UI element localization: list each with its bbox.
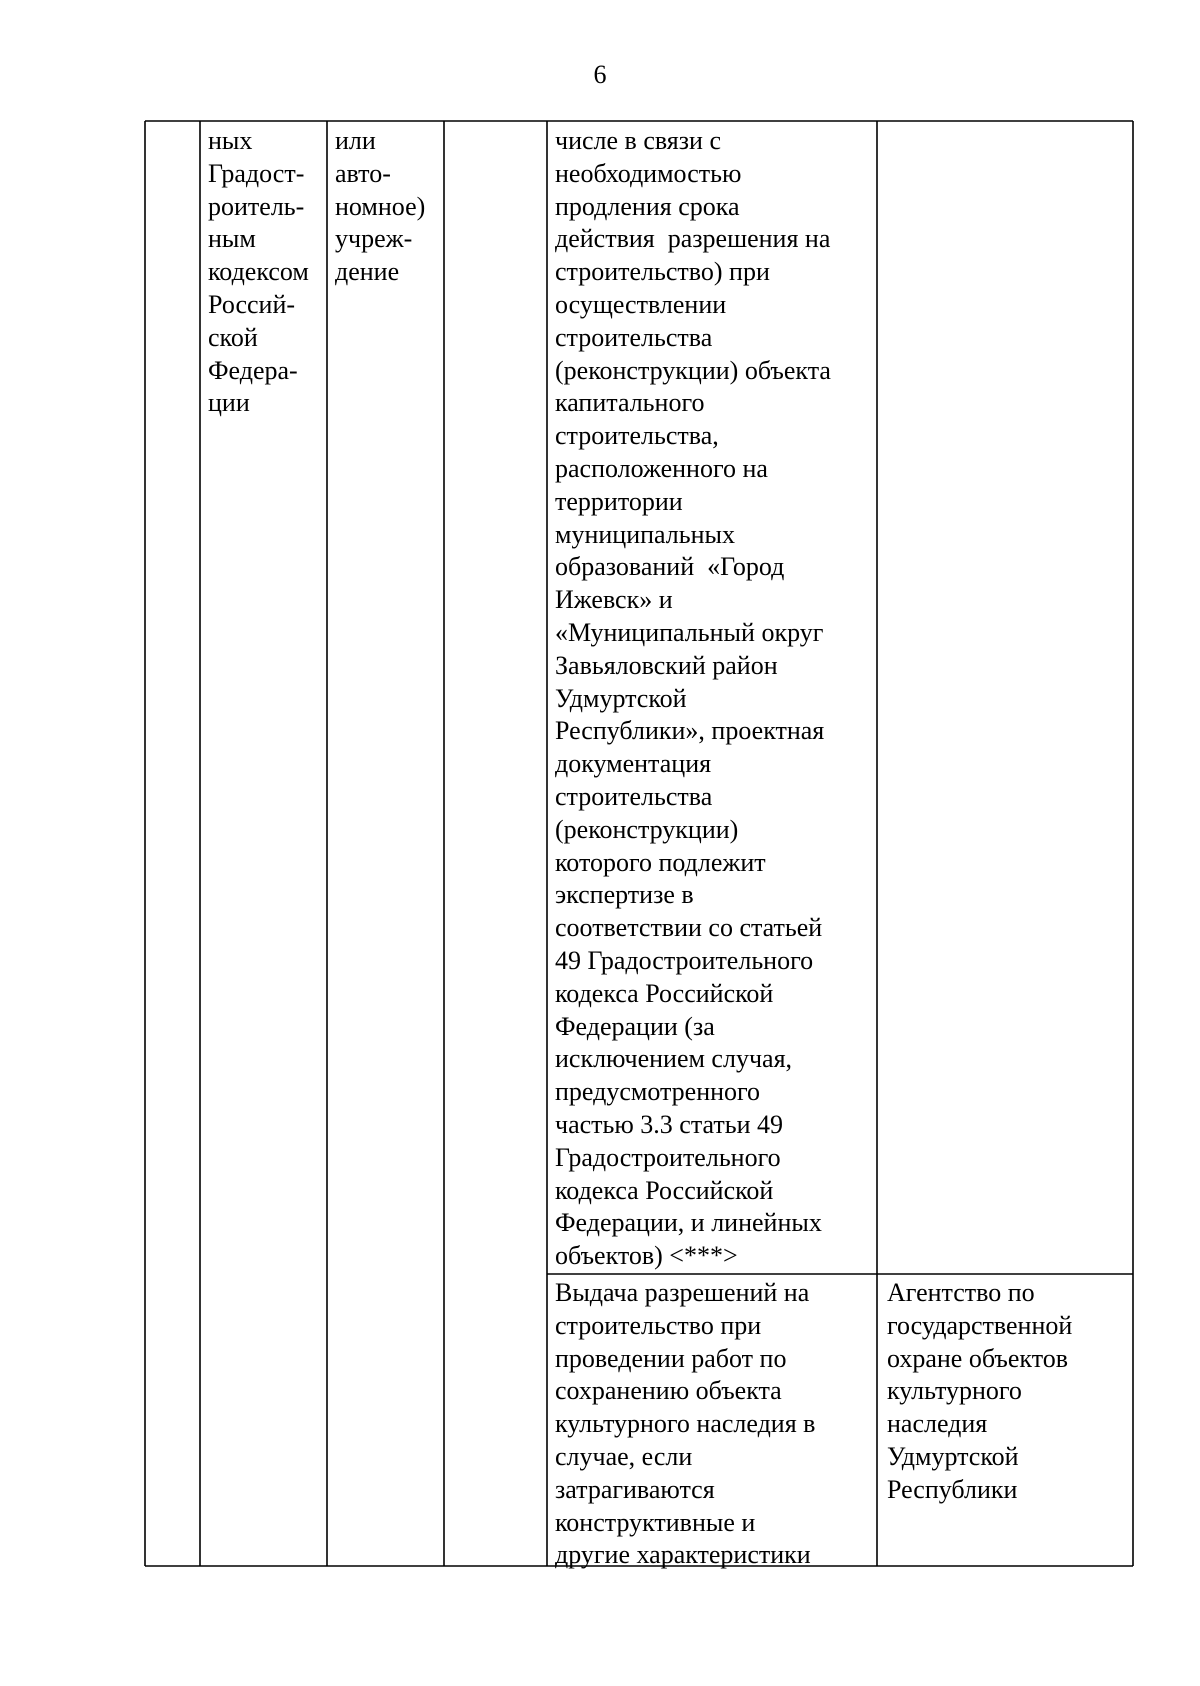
- table-cell-service-description: числе в связи с необходимостью продления срока действия разрешения на строительство) при осуществлении строительства (реконструкции) объекта капитального строительства, расположенного на территории муниципальных образований «Город Ижевск» и «Муниципальный округ Завьяловский район Удмуртской Республики», проектная документация строительства (реконструкции) которого подлежит экспертизе в соответствии со статьей 49 Градостроительного кодекса Российской Федерации (за исключением случая, предусмотренного частью 3.3 статьи 49 Градостроительного кодекса Российской Федерации, и линейных объектов) <***>: [555, 126, 831, 1271]
- table-cell-basis: ных Градост- роитель- ным кодексом Россий- ской Федера- ции: [208, 126, 309, 418]
- table-cell-institution-type: или авто- номное) учреж- дение: [335, 126, 426, 287]
- table-cell-authority-2: Агентство по государственной охране объектов культурного наследия Удмуртской Республики: [887, 1278, 1073, 1504]
- page-number: 6: [593, 60, 607, 89]
- table-cell-service-description-2: Выдача разрешений на строительство при проведении работ по сохранению объекта культурного наследия в случае, если затрагиваются конструктивные и другие характеристики: [555, 1278, 816, 1570]
